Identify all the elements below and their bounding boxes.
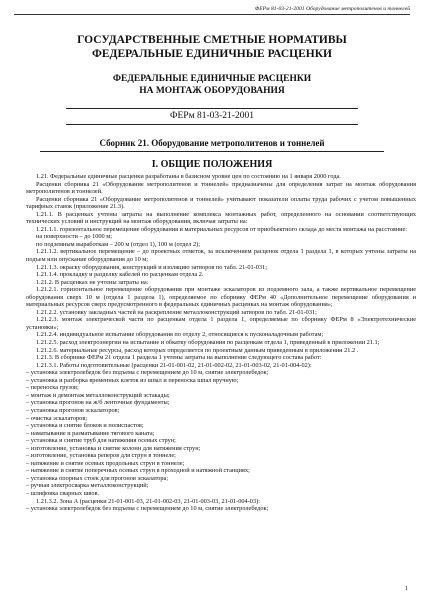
main-title — [0, 33, 424, 61]
paragraph: 1.21.2.6. материальные ресурсы, расход которых определяется по проектным данным приведенным в приложении 21.2 . — [36, 346, 359, 354]
collection-rule — [40, 151, 384, 152]
paragraph: 1.21.3.2. Зона А (расценки 21-01-001-03, 21-01-002-03, 21-01-003-03, 21-01-004-03): — [36, 497, 260, 505]
list-item: – очистка эскалаторов; — [26, 414, 88, 422]
paragraph: 1.21.1.4. прокладку и разделку кабелей по расценкам отдела 2. — [36, 271, 204, 279]
list-item: – установка и снятие блоков и полиспастов; — [26, 422, 144, 430]
page-number: 1 — [404, 585, 408, 592]
running-head: ФЕРм 81-03-21-2001 Оборудование метрополитенов и тоннелей — [254, 6, 410, 12]
paragraph: 1.21.2.4. индивидуальное испытание оборудования по отделу 2, относящиеся к пусконаладочным работам; — [36, 331, 324, 339]
paragraph: 1.21. Федеральные единичные расценки разработаны в базисном уровне цен по состоянию на 1 января 2000 года. — [36, 173, 341, 180]
paragraph: 1.21.3. В сборнике ФЕРм 21 отдела 1 раздела 1 учтены затраты на выполнение следующего состава работ: — [36, 354, 322, 362]
list-item: – натяжение и снятие поперечных осевых струн в проходной и натяжной станциях; — [26, 467, 250, 475]
header-rule — [14, 14, 410, 15]
main-title-line2: ФЕДЕРАЛЬНЫЕ ЕДИНИЧНЫЕ РАСЦЕНКИ — [91, 48, 333, 60]
paragraph: 1.21.2. В расценках не учтены затраты на: — [36, 278, 149, 286]
paragraph: 1.21.2.1. горизонтальное перемещение оборудования при монтаже эскалаторов из подземного зала, а также вертикальное перемещение оборудования сверх 10 м (отдела 1 раздела 1), определяемое по сборнику ФЕРм 40 «Дополнительное перемещение оборудования и материальных ресурсов сверх предусмотренного в федеральных единичных расценках на монтаж оборудования»; — [26, 286, 416, 309]
main-title-line1: ГОСУДАРСТВЕННЫЕ СМЕТНЫЕ НОРМАТИВЫ — [77, 34, 347, 46]
list-item: – шлифовка сварных швов. — [26, 489, 100, 497]
subtitle-line2: НА МОНТАЖ ОБОРУДОВАНИЯ — [139, 86, 285, 96]
list-item: – установка и разборка временных клеток из шпал и переноска шпал вручную; — [26, 376, 239, 384]
paragraph: 1.21.1.3. окраску оборудования, конструкций и изоляцию затворов по табл. 21-01-031; — [36, 263, 267, 271]
document-code: ФЕРм 81-03-21-2001 — [170, 111, 254, 121]
code-rule-top — [66, 108, 358, 109]
paragraph: 1.21.3.1. Работы подготовительные (расценки 21-01-001-02, 21-01-002-02, 21-01-003-02, 21-01-004-02): — [36, 361, 312, 369]
paragraph: на поверхности – до 1000 м; — [36, 233, 113, 241]
paragraph: 1.21.1.2. вертикальное перемещение – до проектных отметок, за исключением расценок отдела 1 раздела 1, в которых учтены затраты на подъем или опускание оборудования до 10 м; — [26, 248, 416, 264]
list-item: – изготовление, установка и снятие колонн для натяжения струн; — [26, 444, 201, 452]
paragraph: Расценки сборника 21 «Оборудование метрополитенов и тоннелей» предназначены для определения затрат на монтаж оборудования метрополитенов и тоннелей. — [26, 180, 416, 196]
list-item: – наматывание и разматывание тягового каната; — [26, 429, 155, 437]
paragraph: 1.21.2.2. установку закладных частей на раскрепление металлоконструкций затворов по табл. 21-01-031; — [36, 308, 317, 316]
list-item: – монтаж и демонтаж металлоконструкций эстакады; — [26, 391, 170, 399]
subtitle — [0, 73, 424, 97]
list-item: – переноска грузов; — [26, 384, 79, 392]
paragraph: 1.21.2.3. монтаж электрической части по расценкам отдела 1 раздела 1, определяемые по сборнику ФЕРм 8 «Электротехнические установки»; — [26, 316, 416, 331]
list-item: – натяжение и снятие осевых продольных струн в тоннеле; — [26, 459, 185, 467]
paragraph: по подземным выработкам – 200 м (отдел 1), 100 м (отдел 2); — [36, 240, 200, 248]
paragraph: Расценки сборника 21 «Оборудование метрополитенов и тоннелей» учитывают показатели оплаты труда рабочих с учетом повышенных тарифных ставок (приложение 21.3). — [26, 195, 416, 211]
document-body — [26, 173, 416, 513]
list-item: – изготовление, установка реперов для струн в тоннеле; — [26, 452, 176, 460]
paragraph: 1.21.1. В расценках учтены затраты на выполнение комплекса монтажных работ, определенного на основании соответствующих технических условий и инструкций на монтаж оборудования, включая затраты на: — [26, 210, 416, 226]
paragraph: 1.21.1.1. горизонтальное перемещение оборудования и материальных ресурсов от приобъектного склада до места монтажа на расстояние: — [36, 225, 408, 233]
section-heading: I. ОБЩИЕ ПОЛОЖЕНИЯ — [151, 159, 273, 170]
list-item: – установка электролебедок без подъема с перемещением до 10 м, снятие электролебедок; — [26, 505, 269, 513]
collection-title: Сборник 21. Оборудование метрополитенов и тоннелей — [99, 138, 325, 148]
list-item: – установка и снятие труб для натяжения осевых струн; — [26, 437, 176, 445]
list-item: – ручная электросварка металлоконструкций; — [26, 482, 149, 490]
list-item: – установка прогонов эскалаторов; — [26, 406, 120, 414]
code-rule-bottom — [66, 124, 358, 125]
list-item: – установка прогонов на ж/б ленточные фундаменты; — [26, 399, 170, 407]
list-item: – установка электролебедок без подъема с перемещением до 10 м, снятие электролебедок; — [26, 369, 269, 377]
list-item: – установка опорных стоек для прогонов эскалатора; — [26, 474, 169, 482]
paragraph: 1.21.2.5. расход электроэнергии на испытание и обкатку оборудования по расценкам отдела 1, приведенный в приложении 21.1; — [36, 339, 380, 347]
subtitle-line1: ФЕДЕРАЛЬНЫЕ ЕДИНИЧНЫЕ РАСЦЕНКИ — [112, 74, 312, 84]
